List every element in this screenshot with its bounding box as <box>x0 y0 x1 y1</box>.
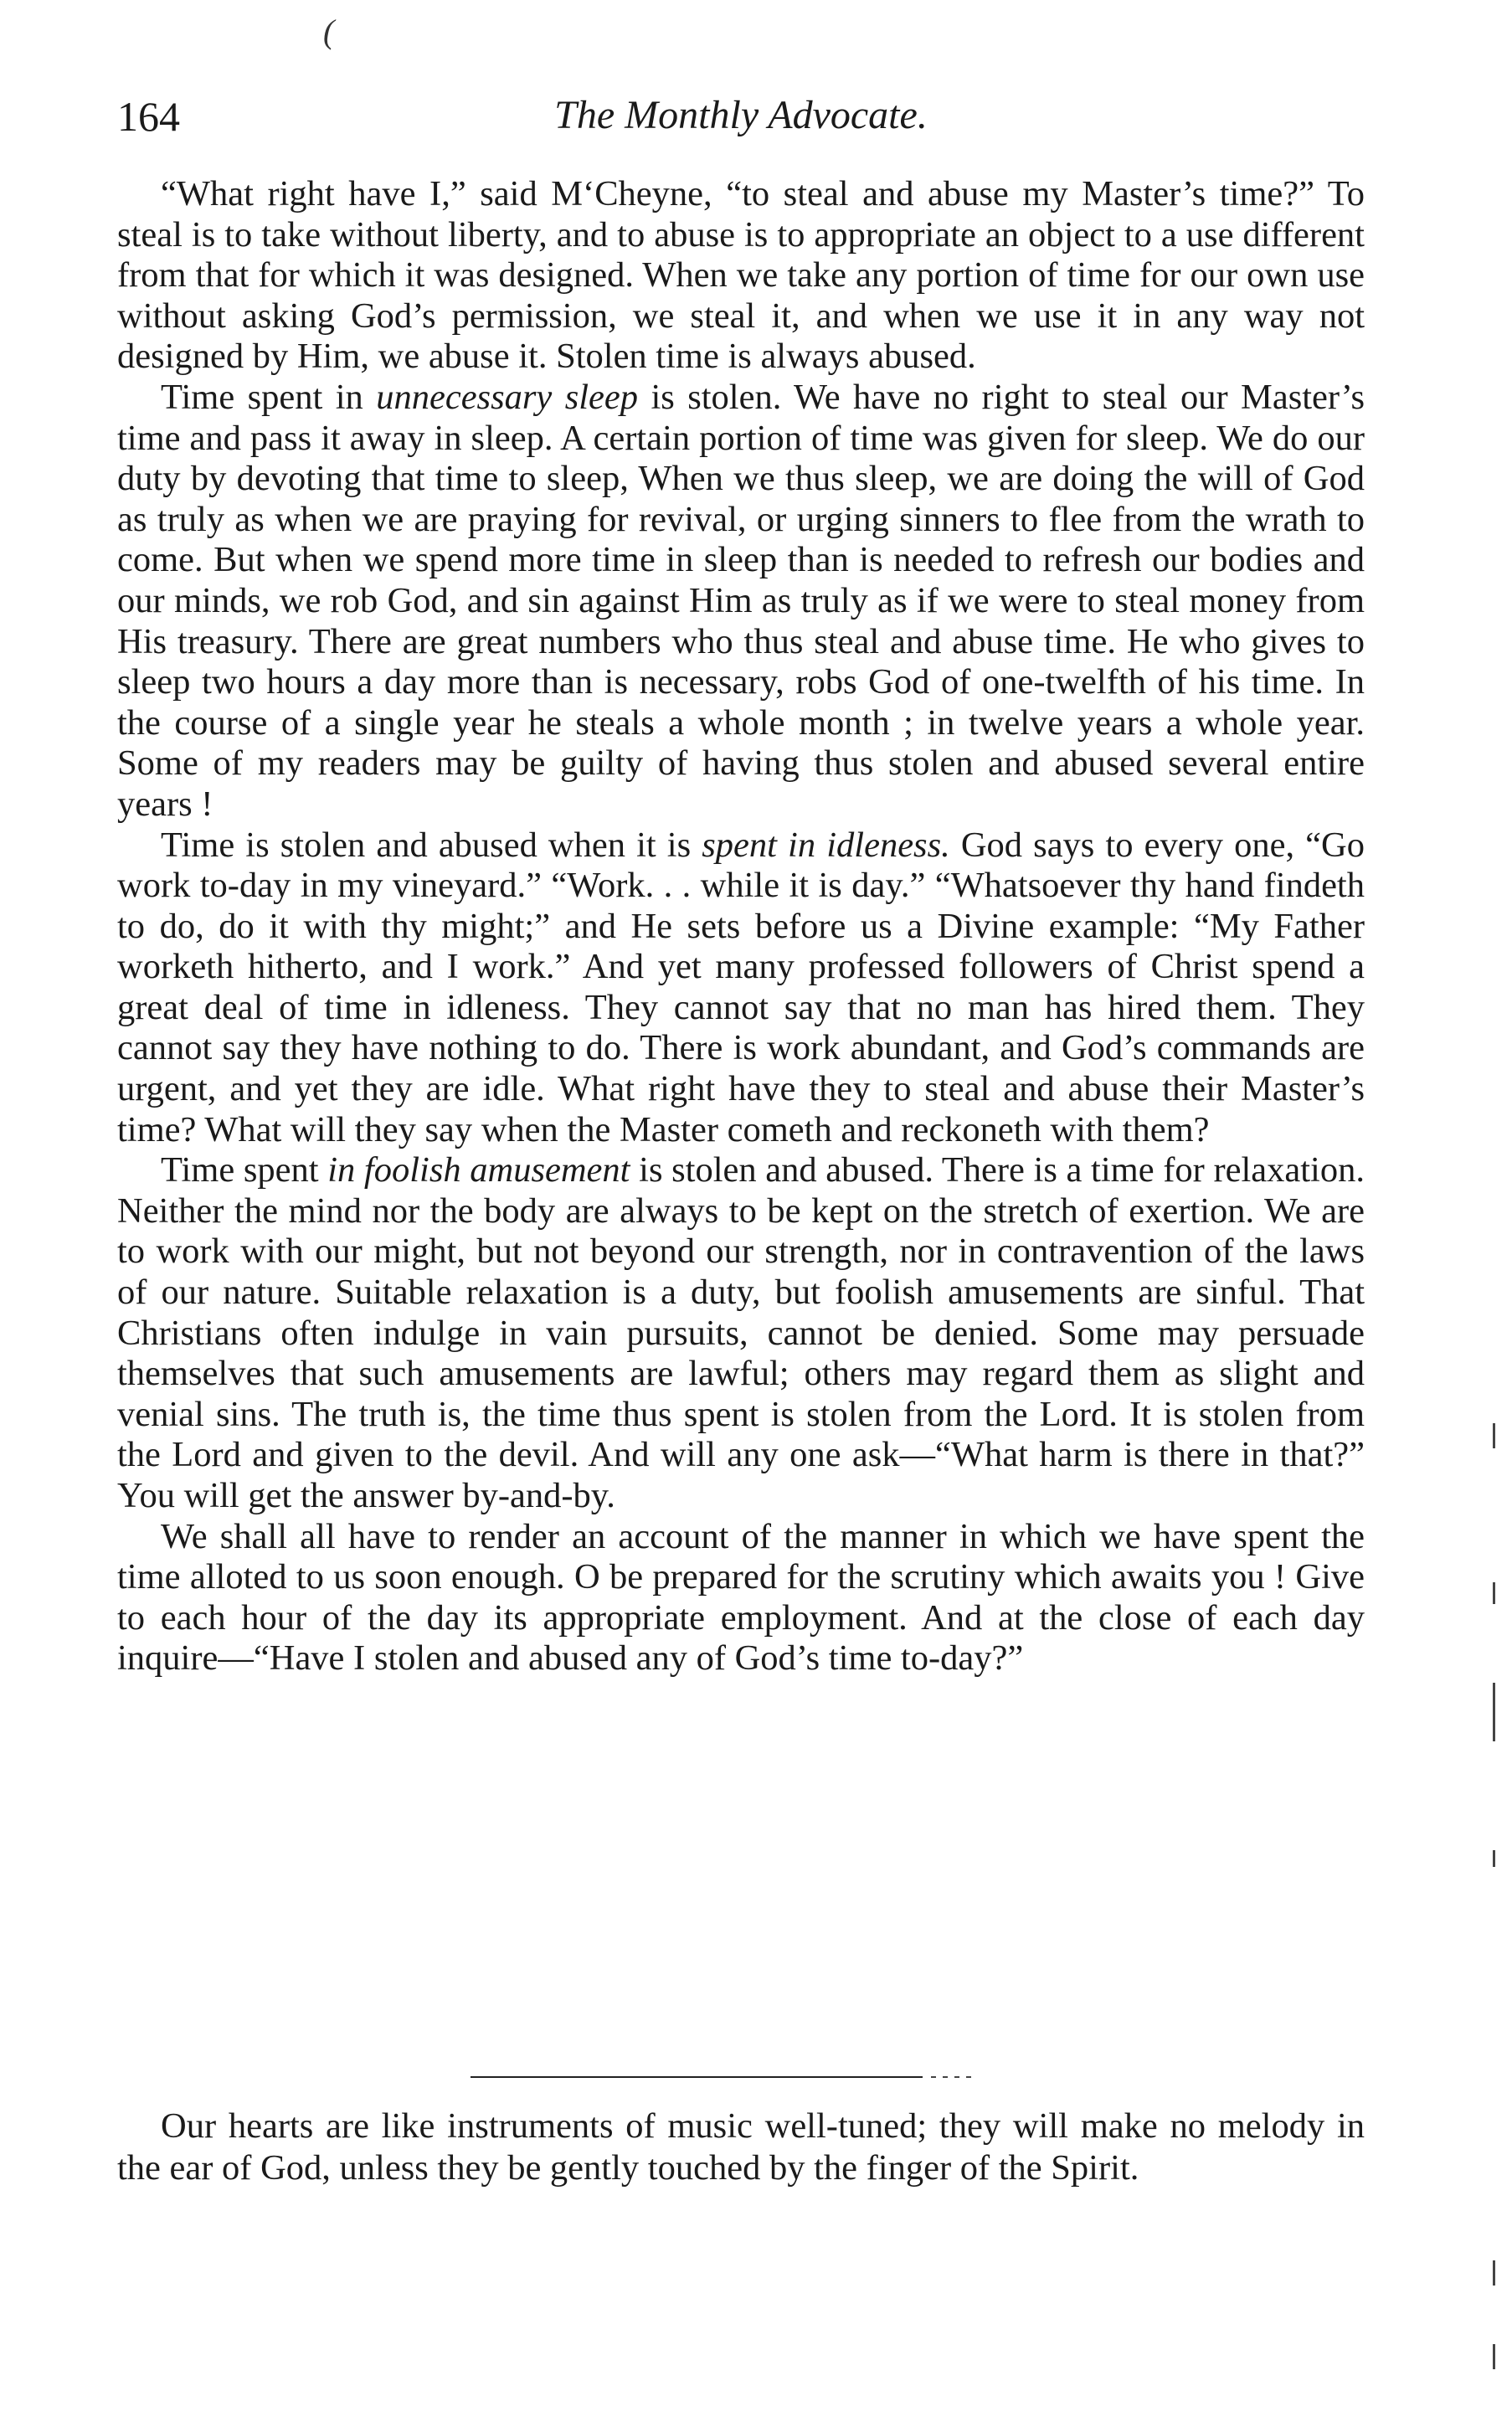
article-paragraph <box>117 1517 1365 1679</box>
margin-mark: ( <box>323 13 335 50</box>
article-paragraph <box>117 174 1365 378</box>
paragraph-text: “What right have I,” said M‘Cheyne, “to steal and abuse my Master’s time?” To steal is to take without liberty, and to abuse is to appropriate an object to a use different from that for which it was designed. When we take any portion of time for our own use without asking God’s permission, we steal it, and when we use it in any way not designed by Him, we abuse it. Stolen time is always abused. <box>117 174 1365 377</box>
paragraph-text: God says to every one, “Go work to-day in my vineyard.” “Work. . . while it is day.” “Whatsoever thy hand findeth to do, do it with thy might;” and He sets before us a Divine example: “My Father worketh hitherto, and I work.” And yet many professed followers of Christ spend a great deal of time in idleness. They cannot say that no man has hired them. They cannot say they have nothing to do. There is work abundant, and God’s commands are urgent, and yet they are idle. What right have they to steal and abuse their Master’s time? What will they say when the Master cometh and reckoneth with them? <box>117 825 1365 1149</box>
paragraph-text: Time is stolen and abused when it is <box>161 825 702 865</box>
article-paragraph <box>117 378 1365 825</box>
page-number: 164 <box>117 93 180 140</box>
divider-dots <box>931 2076 973 2078</box>
emphasized-phrase: spent in idleness. <box>702 825 950 865</box>
closing-quote: Our hearts are like instruments of music well-tuned; they will make no melody in the ear of God, unless they be gently touched by the finger of the Spirit. <box>117 2106 1365 2188</box>
running-title: The Monthly Advocate. <box>554 93 928 137</box>
paragraph-text: We shall all have to render an account of the manner in which we have spent the time alloted to us soon enough. O be prepared for the scrutiny which awaits you ! Give to each hour of the day its appropriate employment. And at the close of each day inquire—“Have I stolen and abused any of God’s time to-day?” <box>117 1516 1365 1679</box>
section-divider <box>471 2075 973 2080</box>
scan-edge-mark <box>1493 2260 1495 2286</box>
article-paragraph <box>117 825 1365 1151</box>
article-paragraph <box>117 1150 1365 1516</box>
scan-edge-mark <box>1493 1423 1495 1448</box>
divider-line <box>471 2076 923 2078</box>
scan-edge-mark <box>1493 1683 1495 1741</box>
scan-edge-mark <box>1493 1582 1495 1604</box>
paragraph-text: Time spent <box>161 1150 328 1190</box>
page-header <box>117 92 1365 151</box>
paragraph-text: is stolen. We have no right to steal our Master’s time and pass it away in sleep. A certain portion of time was given for sleep. We do our duty by devoting that time to sleep, When we thus sleep, we are doing the will of God as truly as when we are praying for revival, or urging sinners to flee from the wrath to come. But when we spend more time in sleep than is needed to refresh our bodies and our minds, we rob God, and sin against Him as truly as if we were to steal money from His treasury. There are great numbers who thus steal and abuse time. He who gives to sleep two hours a day more than is necessary, robs God of one-twelfth of his time. In the course of a single year he steals a whole month ; in twelve years a whole year. Some of my readers may be guilty of having thus stolen and abused several entire years ! <box>117 377 1365 824</box>
paragraph-text: Time spent in <box>161 377 377 417</box>
article-body <box>117 174 1365 1679</box>
scan-edge-mark <box>1493 1850 1495 1867</box>
emphasized-phrase: unnecessary sleep <box>376 377 639 417</box>
scan-edge-mark <box>1493 2344 1495 2369</box>
paragraph-text: is stolen and abused. There is a time for relaxation. Neither the mind nor the body are always to be kept on the stretch of exertion. We are to work with our might, but not beyond our strength, nor in contravention of the laws of our nature. Suitable relaxation is a duty, but foolish amusements are sinful. That Christians often indulge in vain pursuits, cannot be denied. Some may persuade themselves that such amusements are lawful; others may regard them as slight and venial sins. The truth is, the time thus spent is stolen from the Lord. It is stolen from the Lord and given to the devil. And will any one ask—“What harm is there in that?” You will get the answer by-and-by. <box>117 1150 1365 1515</box>
emphasized-phrase: in foolish amusement <box>327 1150 630 1190</box>
